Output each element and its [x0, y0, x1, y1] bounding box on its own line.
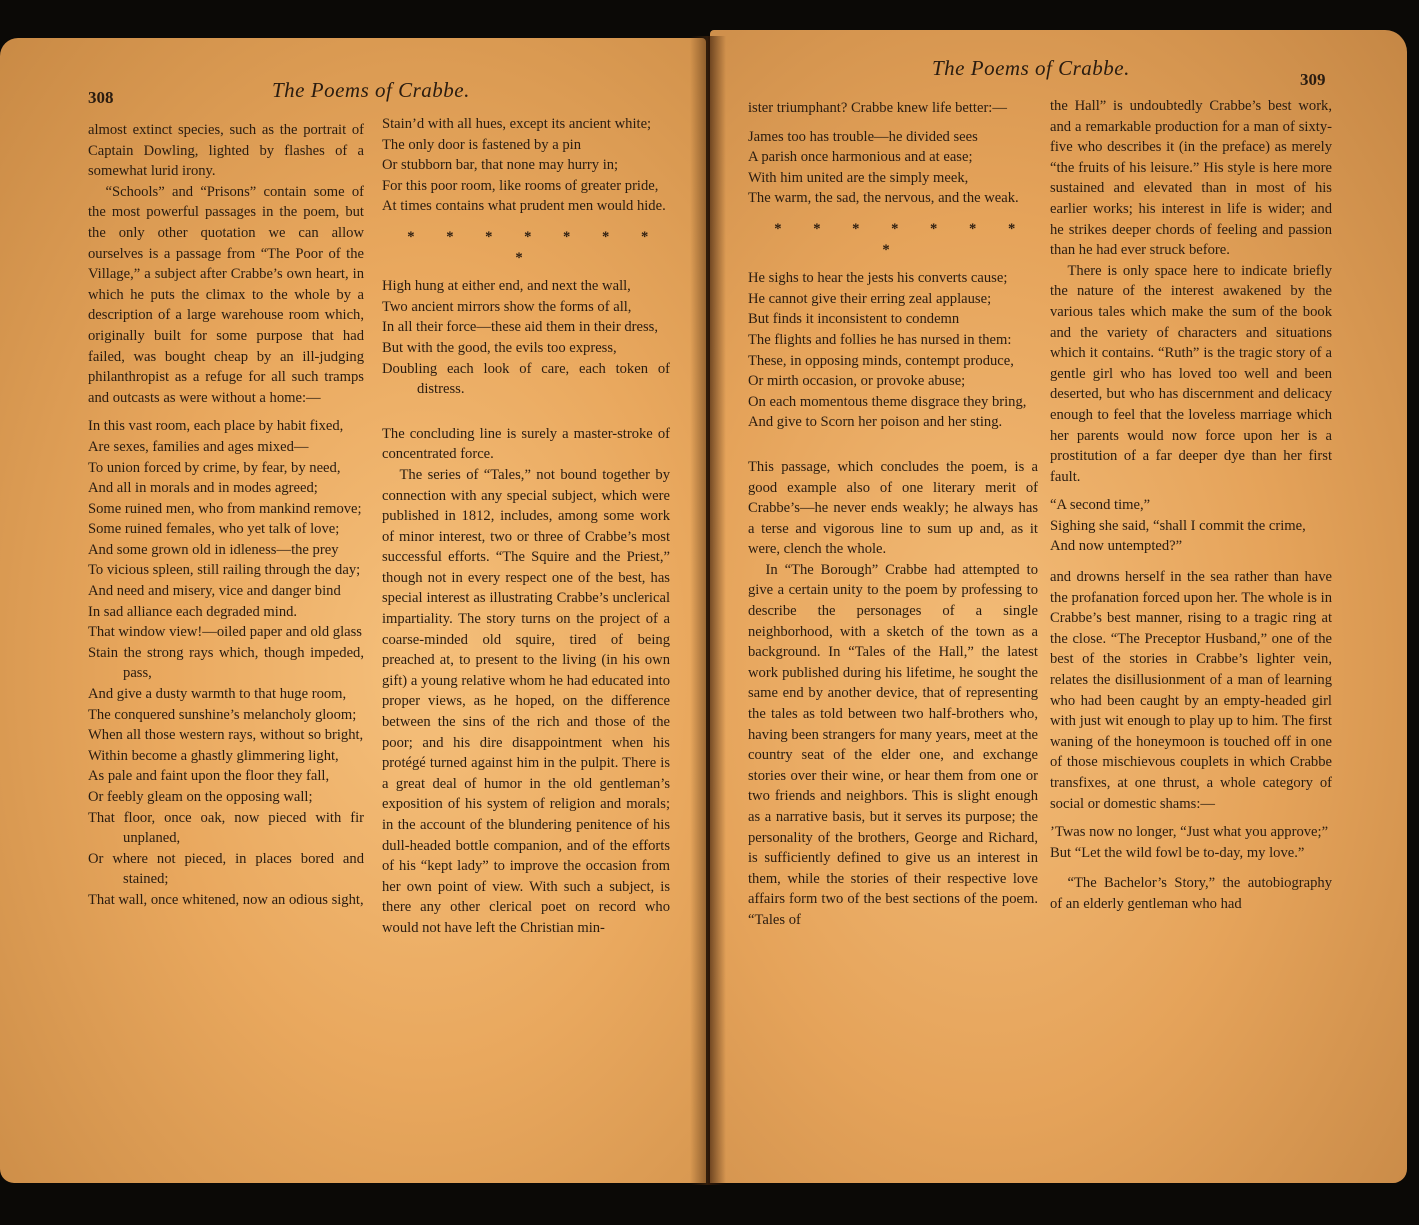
- verse-line: And all in morals and in modes agreed;: [88, 480, 318, 497]
- verse-line: He sighs to hear the jests his converts cause;: [748, 270, 1008, 287]
- verse-line: That window view!—oiled paper and old glass: [88, 624, 362, 641]
- verse-line: Some ruined men, who from mankind remove;: [88, 500, 362, 517]
- verse-block: [382, 114, 670, 217]
- verse-line: Or where not pieced, in places bored and stained;: [88, 850, 364, 888]
- verse-line: High hung at either end, and next the wall,: [382, 278, 631, 295]
- paragraph: The series of “Tales,” not bound together by connection with any special subject, which were published in 1812, includes, among some work of minor interest, two or three of Crabbe’s most successful efforts. “The Squire and the Priest,” though not in every respect one of the best, has special interest as illustrating Crabbe’s unclerical impartiality. The story turns on the project of a coarse-minded old squire, tired of being preached at, to present to the living (in his own gift) a young relative whom he had educated into proper views, as he hoped, on the difference between the sins of the rich and those of the poor; and his dire disappointment when his protégé turned against him in the pulpit. There is a great deal of humor in the old gentleman’s exposition of his system of religion and morals; in the account of the blundering penitence of his dull-headed bottle companion, and of the efforts of his “kept lady” to improve the occasion from her own point of view. With such a subject, is there any other clerical poet on record who would not have left the Christian min-: [382, 466, 670, 936]
- verse-line: Are sexes, families and ages mixed—: [88, 438, 309, 455]
- verse-line: The warm, the sad, the nervous, and the weak.: [748, 190, 1019, 207]
- verse-line: With him united are the simply meek,: [748, 169, 969, 186]
- verse-line: These, in opposing minds, contempt produce,: [748, 352, 1014, 369]
- right-page-column-2: [1050, 96, 1332, 915]
- verse-line: Doubling each look of care, each token of distress.: [382, 360, 670, 398]
- right-page-column-1: [748, 98, 1038, 931]
- verse-line: That wall, once whitened, now an odious sight,: [88, 891, 364, 908]
- verse-block: [1050, 822, 1332, 863]
- verse-line: Stain’d with all hues, except its ancient white;: [382, 116, 652, 132]
- paragraph: the Hall” is undoubtedly Crabbe’s best work, and a remarkable production for a man of sixty-five who describes it (in the preface) as merely “the fruits of his leisure.” His style is here more sustained and elevated than in most of his earlier works; his interest in life is wider; and he strikes deeper chords of feeling and passion than he had ever struck before.: [1050, 98, 1332, 259]
- verse-line: And need and misery, vice and danger bind: [88, 583, 341, 600]
- verse-line: But with the good, the evils too express,: [382, 339, 617, 356]
- verse-block: [382, 276, 670, 400]
- verse-line: To vicious spleen, still railing through the day;: [88, 562, 361, 579]
- paragraph: almost extinct species, such as the portrait of Captain Dowling, lighted by flashes of a somewhat lurid irony.: [88, 122, 364, 180]
- verse-line: In sad alliance each degraded mind.: [88, 603, 298, 620]
- verse-block: [748, 268, 1038, 433]
- verse-line: James too has trouble—he divided sees: [748, 128, 978, 145]
- verse-line: Some ruined females, who yet talk of love;: [88, 521, 340, 538]
- verse-line: That floor, once oak, now pieced with fir unplaned,: [88, 809, 364, 847]
- verse-line: In this vast room, each place by habit fixed,: [88, 418, 344, 435]
- left-page-column-1: [88, 120, 364, 921]
- verse-line: Or feebly gleam on the opposing wall;: [88, 789, 313, 805]
- verse-line: But “Let the wild fowl be to-day, my love.”: [1050, 844, 1305, 861]
- verse-line: ’Twas now no longer, “Just what you approve;”: [1050, 824, 1329, 841]
- paragraph: This passage, which concludes the poem, is a good example also of one literary merit of Crabbe’s—he never ends weakly; he always has a terse and vigorous line to sum up and, as it were, clench the whole.: [748, 458, 1038, 558]
- stars-divider: * * * * * * * *: [774, 220, 1030, 258]
- verse-line: And now untempted?”: [1050, 538, 1183, 555]
- verse-line: Or mirth occasion, or provoke abuse;: [748, 373, 966, 390]
- verse-block: [88, 416, 364, 910]
- verse-line: The conquered sunshine’s melancholy gloom;: [88, 706, 357, 723]
- verse-line: For this poor room, like rooms of greater pride,: [382, 177, 659, 194]
- page-number: 308: [88, 88, 114, 107]
- left-page-column-2: [382, 114, 670, 939]
- verse-block: [1050, 495, 1332, 557]
- right-page: [710, 30, 1407, 1183]
- verse-line: Within become a ghastly glimmering light,: [88, 747, 339, 764]
- verse-line: Stain the strong rays which, though impeded, pass,: [88, 644, 364, 682]
- verse-line: But finds it inconsistent to condemn: [748, 311, 960, 328]
- verse-line: Or stubborn bar, that none may hurry in;: [382, 157, 619, 174]
- verse-line: Two ancient mirrors show the forms of all,: [382, 298, 632, 315]
- verse-line: A parish once harmonious and at ease;: [748, 149, 973, 166]
- paragraph: In “The Borough” Crabbe had attempted to give a certain unity to the poem by professing to describe the personages of a single neighborhood, with a sketch of the town as a background. In “Tales of the Hall,” the latest work published during his lifetime, he sought the same end by another device, that of representing the tales as told between two half-brothers who, having been strangers for many years, meet at the country seat of the elder one, and exchange stories over their wine, or hear them from one or two friends and neighbors. This is slight enough as a narrative basis, but it serves its purpose; the personality of the brothers, George and Richard, is sufficiently defined to give us an interest in them, while the stories of their respective love affairs form two of the best sections of the poem. “Tales of: [748, 561, 1038, 928]
- paragraph: ister triumphant? Crabbe knew life better:—: [748, 100, 1007, 116]
- page-number: 309: [1300, 70, 1326, 89]
- verse-line: At times contains what prudent men would hide.: [382, 198, 666, 215]
- verse-line: To union forced by crime, by fear, by need,: [88, 459, 341, 476]
- left-page: [0, 38, 706, 1183]
- verse-line: In all their force—these aid them in their dress,: [382, 319, 658, 336]
- verse-block: [748, 127, 1038, 209]
- paragraph: “The Bachelor’s Story,” the autobiography of an elderly gentleman who had: [1050, 875, 1332, 912]
- verse-line: The flights and follies he has nursed in them:: [748, 331, 1012, 348]
- verse-line: “A second time,”: [1050, 497, 1151, 514]
- verse-line: When all those western rays, without so bright,: [88, 727, 364, 744]
- verse-line: He cannot give their erring zeal applause;: [748, 290, 992, 307]
- verse-line: And give to Scorn her poison and her sting.: [748, 414, 1003, 431]
- paragraph: and drowns herself in the sea rather than have the profanation forced upon her. The whole is in Crabbe’s best manner, rising to a tragic ring at the close. “The Preceptor Husband,” one of the best of the stories in Crabbe’s lighter vein, relates the disillusionment of a man of learning who had been caught by an empty-headed girl with just wit enough to play up to him. The first waning of the honeymoon is touched off in one of those mischievous couplets in which Crabbe transfixes, at one thrust, a whole category of social or domestic shams:—: [1050, 569, 1332, 812]
- paragraph: The concluding line is surely a master-stroke of concentrated force.: [382, 425, 670, 463]
- paragraph: There is only space here to indicate briefly the nature of the interest awakened by the various tales which make the sum of the book and the variety of characters and situations which it contains. “Ruth” is the tragic story of a gentle girl who has loved too well and been deserted, but who has discernment and delicacy enough to feel that the loveless marriage which her parents would now force upon her is a prostitution of a far deeper dye than her first fault.: [1050, 262, 1332, 485]
- verse-line: And give a dusty warmth to that huge room,: [88, 686, 347, 703]
- running-head: The Poems of Crabbe.: [932, 56, 1130, 80]
- paragraph: “Schools” and “Prisons” contain some of the most powerful passages in the poem, but the only other quotation we can allow ourselves is a passage from “The Poor of the Village,” a subject after Crabbe’s own heart, in which he puts the climax to the whole by a description of a large warehouse room which, originally built for some purpose that had failed, was bought cheap by an ill-judging philanthropist as a refuge for all such tramps and outcasts as were without a home:—: [88, 183, 364, 406]
- stars-divider: * * * * * * * *: [407, 228, 663, 266]
- verse-line: On each momentous theme disgrace they bring,: [748, 393, 1027, 410]
- verse-line: And some grown old in idleness—the prey: [88, 541, 339, 558]
- verse-line: As pale and faint upon the floor they fall,: [88, 768, 330, 785]
- running-head: The Poems of Crabbe.: [272, 78, 470, 102]
- verse-line: Sighing she said, “shall I commit the crime,: [1050, 517, 1306, 534]
- verse-line: The only door is fastened by a pin: [382, 136, 581, 153]
